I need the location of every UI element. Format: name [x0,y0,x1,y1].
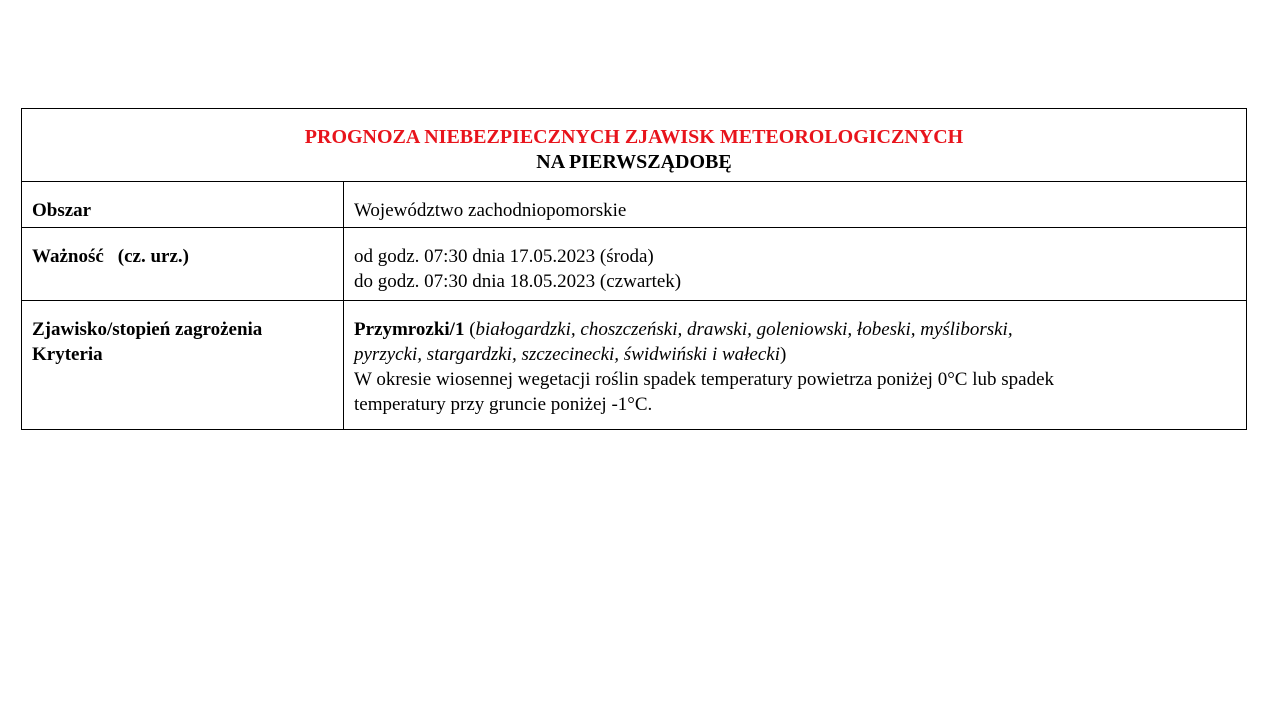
phenomenon-name: Przymrozki/1 [354,319,465,340]
criteria-line1: W okresie wiosennej wegetacji roślin spadek temperatury powietrza poniżej 0°C lub spadek [354,369,1055,390]
warning-table [21,108,1247,430]
phenomenon-line2 [354,342,1246,367]
validity-label-note: (cz. urz.) [117,246,189,267]
phenomenon-value-cell [344,301,1247,430]
phenomenon-line1 [354,317,1246,342]
validity-from: od godz. 07:30 dnia 17.05.2023 (środa) [354,246,654,267]
criteria-line2: temperatury przy gruncie poniżej -1°C. [354,394,653,415]
open-paren: ( [464,319,476,340]
close-paren: ) [780,344,787,365]
districts-line1: białogardzki, choszczeński, drawski, goleniowski, łobeski, myśliborski, [475,319,1013,340]
validity-label-cell [22,228,344,301]
phenomenon-label-cell [22,301,344,430]
validity-label: Ważność [32,246,104,267]
document-title: PROGNOZA NIEBEZPIECZNYCH ZJAWISK METEOROLOGICZNYCH [304,126,964,148]
districts-line2: pyrzycki, stargardzki, szczecinecki, świdwiński i wałecki [354,344,781,365]
validity-to: do godz. 07:30 dnia 18.05.2023 (czwartek) [354,271,682,292]
validity-value-cell [344,228,1247,301]
document-subtitle: NA PIERWSZĄDOBĘ [536,151,732,173]
phenomenon-label: Zjawisko/stopień zagrożenia [32,319,263,340]
title-cell [22,109,1247,182]
area-label: Obszar [22,182,344,228]
criteria-label: Kryteria [32,344,103,365]
area-value: Województwo zachodniopomorskie [344,182,1247,228]
